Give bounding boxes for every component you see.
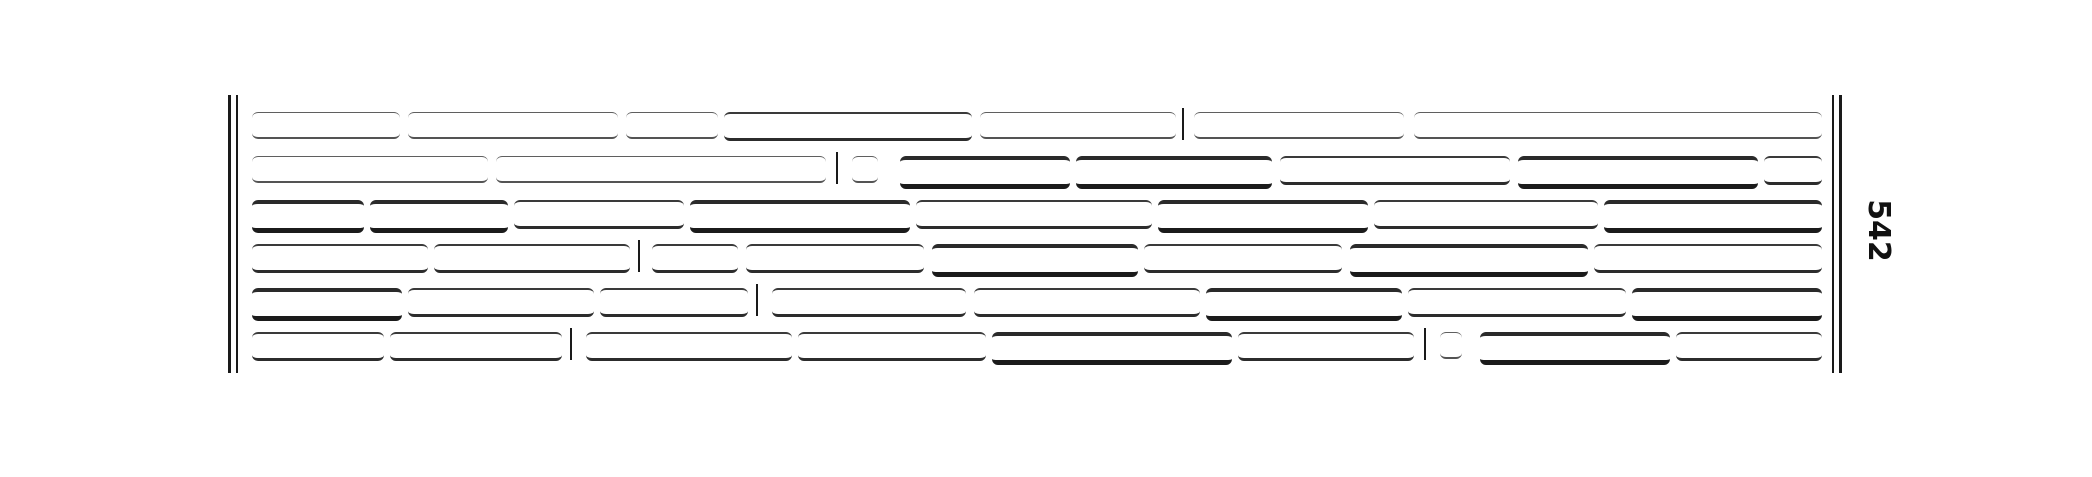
text-line-3	[252, 190, 1822, 234]
folio-number	[1858, 190, 1898, 270]
right-frame-rule-outer	[1839, 95, 1842, 373]
right-frame-rule-inner	[1832, 95, 1834, 373]
left-frame-rule-inner	[236, 95, 238, 373]
left-frame-rule-outer	[228, 95, 231, 373]
text-line-4	[252, 234, 1822, 278]
folio-number-text: 542	[1860, 198, 1896, 262]
text-block	[252, 102, 1822, 370]
text-line-2	[252, 146, 1822, 190]
text-line-1	[252, 102, 1822, 146]
text-line-6	[252, 322, 1822, 366]
text-line-5	[252, 278, 1822, 322]
